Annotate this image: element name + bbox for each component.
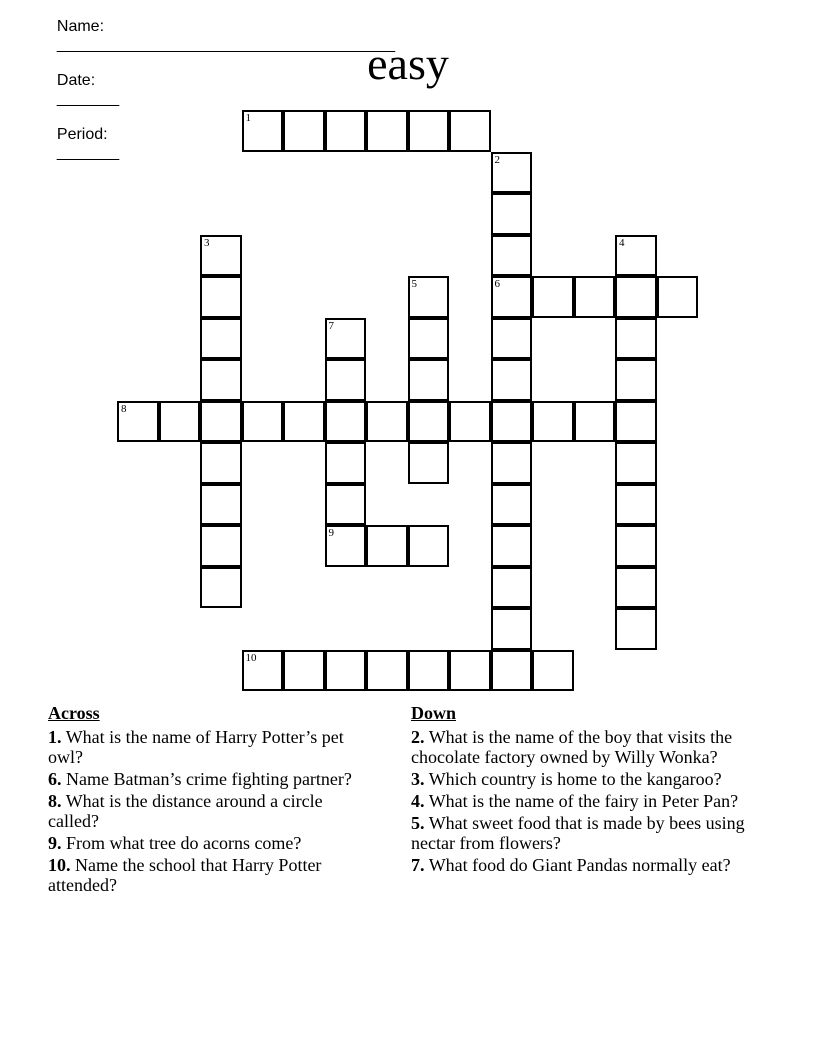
crossword-cell[interactable] bbox=[325, 525, 367, 567]
name-blank: ______________________________________ bbox=[56, 36, 396, 53]
crossword-cell[interactable] bbox=[408, 110, 450, 152]
crossword-cell[interactable] bbox=[491, 484, 533, 526]
clue-text: What sweet food that is made by bees using nectar from flowers? bbox=[411, 813, 745, 853]
across-clue bbox=[48, 769, 378, 789]
crossword-cell[interactable] bbox=[283, 110, 325, 152]
clue-number: 9. bbox=[48, 833, 62, 853]
crossword-cell[interactable] bbox=[615, 567, 657, 609]
crossword-cell[interactable] bbox=[200, 567, 242, 609]
crossword-cell[interactable] bbox=[491, 193, 533, 235]
cell-number: 2 bbox=[494, 153, 500, 166]
cell-number: 5 bbox=[411, 278, 417, 290]
across-clue bbox=[48, 727, 378, 767]
crossword-cell[interactable] bbox=[491, 359, 533, 401]
crossword-cell[interactable] bbox=[325, 442, 367, 484]
crossword-cell[interactable] bbox=[615, 235, 657, 277]
crossword-cell[interactable] bbox=[491, 525, 533, 567]
clue-text: What food do Giant Pandas normally eat? bbox=[428, 855, 731, 875]
name-label: Name: bbox=[56, 18, 105, 35]
crossword-cell[interactable] bbox=[283, 650, 325, 692]
clue-text: Name the school that Harry Potter attended? bbox=[48, 855, 322, 895]
crossword-cell[interactable] bbox=[325, 650, 367, 692]
crossword-cell[interactable] bbox=[491, 152, 533, 194]
across-clue bbox=[48, 833, 378, 853]
crossword-cell[interactable] bbox=[574, 401, 616, 443]
crossword-cell[interactable] bbox=[408, 442, 450, 484]
clue-text: What is the name of Harry Potter’s pet owl? bbox=[48, 727, 344, 767]
crossword-cell[interactable] bbox=[200, 318, 242, 360]
crossword-cell[interactable] bbox=[532, 650, 574, 692]
clue-number: 1. bbox=[48, 727, 62, 747]
crossword-cell[interactable] bbox=[491, 401, 533, 443]
clue-number: 6. bbox=[48, 769, 62, 789]
across-clue-list bbox=[48, 727, 378, 895]
clue-text: From what tree do acorns come? bbox=[66, 833, 302, 853]
crossword-cell[interactable] bbox=[491, 235, 533, 277]
crossword-cell[interactable] bbox=[325, 318, 367, 360]
clue-text: What is the name of the fairy in Peter Pan? bbox=[428, 791, 739, 811]
crossword-cell[interactable] bbox=[408, 650, 450, 692]
crossword-cell[interactable] bbox=[200, 235, 242, 277]
cell-number: 7 bbox=[328, 319, 334, 332]
down-clue bbox=[411, 769, 756, 789]
period-label: Period: bbox=[56, 126, 108, 143]
crossword-cell[interactable] bbox=[615, 442, 657, 484]
cell-number: 9 bbox=[328, 527, 334, 539]
crossword-cell[interactable] bbox=[532, 401, 574, 443]
crossword-cell[interactable] bbox=[532, 276, 574, 318]
crossword-cell[interactable] bbox=[615, 318, 657, 360]
period-blank: _______ bbox=[56, 144, 120, 161]
clue-text: What is the distance around a circle called? bbox=[48, 791, 323, 831]
crossword-cell[interactable] bbox=[200, 401, 242, 443]
crossword-cell[interactable] bbox=[366, 110, 408, 152]
down-clue bbox=[411, 727, 756, 767]
crossword-cell[interactable] bbox=[615, 525, 657, 567]
crossword-cell[interactable] bbox=[491, 567, 533, 609]
clue-text: Name Batman’s crime fighting partner? bbox=[66, 769, 352, 789]
cell-number: 4 bbox=[619, 236, 625, 249]
across-clue bbox=[48, 855, 378, 895]
crossword-cell[interactable] bbox=[117, 401, 159, 443]
clue-number: 5. bbox=[411, 813, 425, 833]
crossword-cell[interactable] bbox=[242, 110, 284, 152]
cell-number: 10 bbox=[245, 651, 257, 664]
crossword-cell[interactable] bbox=[449, 110, 491, 152]
clue-number: 3. bbox=[411, 769, 425, 789]
clue-text: Which country is home to the kangaroo? bbox=[428, 769, 722, 789]
crossword-cell[interactable] bbox=[242, 650, 284, 692]
cell-number: 6 bbox=[494, 278, 500, 290]
crossword-cell[interactable] bbox=[657, 276, 699, 318]
crossword-cell[interactable] bbox=[283, 401, 325, 443]
crossword-cell[interactable] bbox=[574, 276, 616, 318]
crossword-cell[interactable] bbox=[325, 359, 367, 401]
crossword-cell[interactable] bbox=[615, 276, 657, 318]
crossword-cell[interactable] bbox=[491, 276, 533, 318]
crossword-cell[interactable] bbox=[325, 401, 367, 443]
clue-number: 2. bbox=[411, 727, 425, 747]
crossword-cell[interactable] bbox=[408, 318, 450, 360]
down-clue bbox=[411, 855, 756, 875]
down-clue bbox=[411, 813, 756, 853]
down-heading: Down bbox=[411, 703, 457, 723]
crossword-cell[interactable] bbox=[366, 401, 408, 443]
clue-number: 10. bbox=[48, 855, 71, 875]
down-clue bbox=[411, 791, 756, 811]
clue-text: What is the name of the boy that visits the chocolate factory owned by Willy Wonka? bbox=[411, 727, 733, 767]
crossword-cell[interactable] bbox=[242, 401, 284, 443]
crossword-cell[interactable] bbox=[615, 359, 657, 401]
crossword-cell[interactable] bbox=[449, 401, 491, 443]
crossword-cell[interactable] bbox=[200, 525, 242, 567]
cell-number: 8 bbox=[121, 402, 127, 415]
crossword-cell[interactable] bbox=[325, 484, 367, 526]
crossword-cell[interactable] bbox=[325, 110, 367, 152]
page-title: easy bbox=[367, 38, 449, 89]
crossword-cell[interactable] bbox=[615, 401, 657, 443]
clue-number: 4. bbox=[411, 791, 425, 811]
crossword-cell[interactable] bbox=[366, 525, 408, 567]
across-clues bbox=[48, 703, 378, 897]
crossword-cell[interactable] bbox=[491, 442, 533, 484]
date-label: Date: bbox=[56, 72, 96, 89]
clue-number: 8. bbox=[48, 791, 62, 811]
crossword-cell[interactable] bbox=[491, 318, 533, 360]
crossword-cell[interactable] bbox=[200, 484, 242, 526]
clue-number: 7. bbox=[411, 855, 425, 875]
crossword-cell[interactable] bbox=[408, 525, 450, 567]
crossword-cell[interactable] bbox=[491, 608, 533, 650]
crossword-cell[interactable] bbox=[200, 276, 242, 318]
crossword-cell[interactable] bbox=[408, 276, 450, 318]
crossword-cell[interactable] bbox=[449, 650, 491, 692]
crossword-cell[interactable] bbox=[491, 650, 533, 692]
across-clue bbox=[48, 791, 378, 831]
date-blank: _______ bbox=[56, 90, 120, 107]
across-heading: Across bbox=[48, 703, 100, 723]
crossword-cell[interactable] bbox=[615, 484, 657, 526]
down-clues bbox=[411, 703, 756, 877]
crossword-cell[interactable] bbox=[159, 401, 201, 443]
down-clue-list bbox=[411, 727, 756, 875]
crossword-cell[interactable] bbox=[408, 401, 450, 443]
crossword-cell[interactable] bbox=[615, 608, 657, 650]
crossword-cell[interactable] bbox=[366, 650, 408, 692]
cell-number: 1 bbox=[245, 112, 251, 124]
crossword-cell[interactable] bbox=[408, 359, 450, 401]
crossword-cell[interactable] bbox=[200, 442, 242, 484]
crossword-cell[interactable] bbox=[200, 359, 242, 401]
cell-number: 3 bbox=[204, 236, 210, 249]
